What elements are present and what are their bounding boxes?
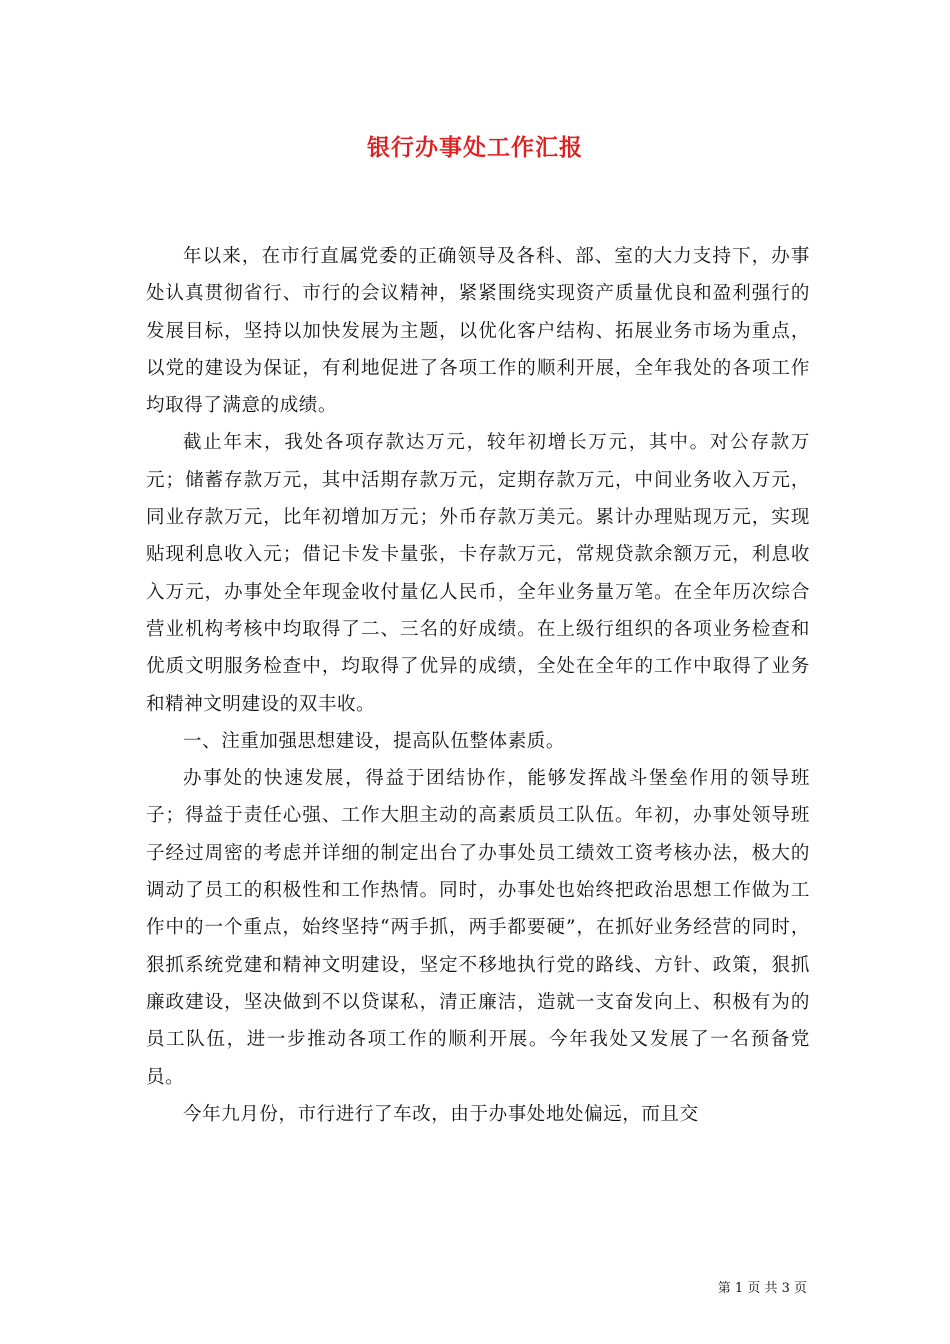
page-number-footer: 第 1 页 共 3 页: [717, 1281, 807, 1296]
paragraph-section-1: 办事处的快速发展，得益于团结协作，能够发挥战斗堡垒作用的领导班子；得益于责任心强、工作大胆主动的高素质员工队伍。年初，办事处领导班子经过周密的考虑并详细的制定出台了办事处员工绩效工资考核办法，极大的调动了员工的积极性和工作热情。同时，办事处也始终把政治思想工作做为工作中的一个重点，始终坚持“两手抓，两手都要硬”，在抓好业务经营的同时，狠抓系统党建和精神文明建设，坚定不移地执行党的路线、方针、政策，狠抓廉政建设，坚决做到不以贷谋私，清正廉洁，造就一支奋发向上、积极有为的员工队伍，进一步推动各项工作的顺利开展。今年我处又发展了一名预备党员。: [146, 768, 810, 1088]
document-title: 银行办事处工作汇报: [367, 134, 583, 161]
paragraph-figures: 截止年末，我处各项存款达万元，较年初增长万元，其中。对公存款万元；储蓄存款万元，其中活期存款万元，定期存款万元，中间业务收入万元，同业存款万元，比年初增加万元；外币存款万美元。累计办理贴现万元，实现贴现利息收入元；借记卡发卡量张，卡存款万元，常规贷款余额万元，利息收入万元，办事处全年现金收付量亿人民币，全年业务量万笔。在全年历次综合营业机构考核中均取得了二、三名的好成绩。在上级行组织的各项业务检查和优质文明服务检查中，均取得了优异的成绩，全处在全年的工作中取得了业务和精神文明建设的双丰收。: [146, 432, 810, 715]
paragraph-intro: 年以来，在市行直属党委的正确领导及各科、部、室的大力支持下，办事处认真贯彻省行、市行的会议精神，紧紧围绕实现资产质量优良和盈利强行的发展目标，坚持以加快发展为主题，以优化客户结构、拓展业务市场为重点，以党的建设为保证，有利地促进了各项工作的顺利开展，全年我处的各项工作均取得了满意的成绩。: [146, 246, 810, 417]
section-heading-1: 一、注重加强思想建设，提高队伍整体素质。: [183, 730, 566, 752]
document-body: [146, 238, 810, 1133]
paragraph-continued: 今年九月份，市行进行了车改，由于办事处地处偏远，而且交: [183, 1103, 699, 1125]
